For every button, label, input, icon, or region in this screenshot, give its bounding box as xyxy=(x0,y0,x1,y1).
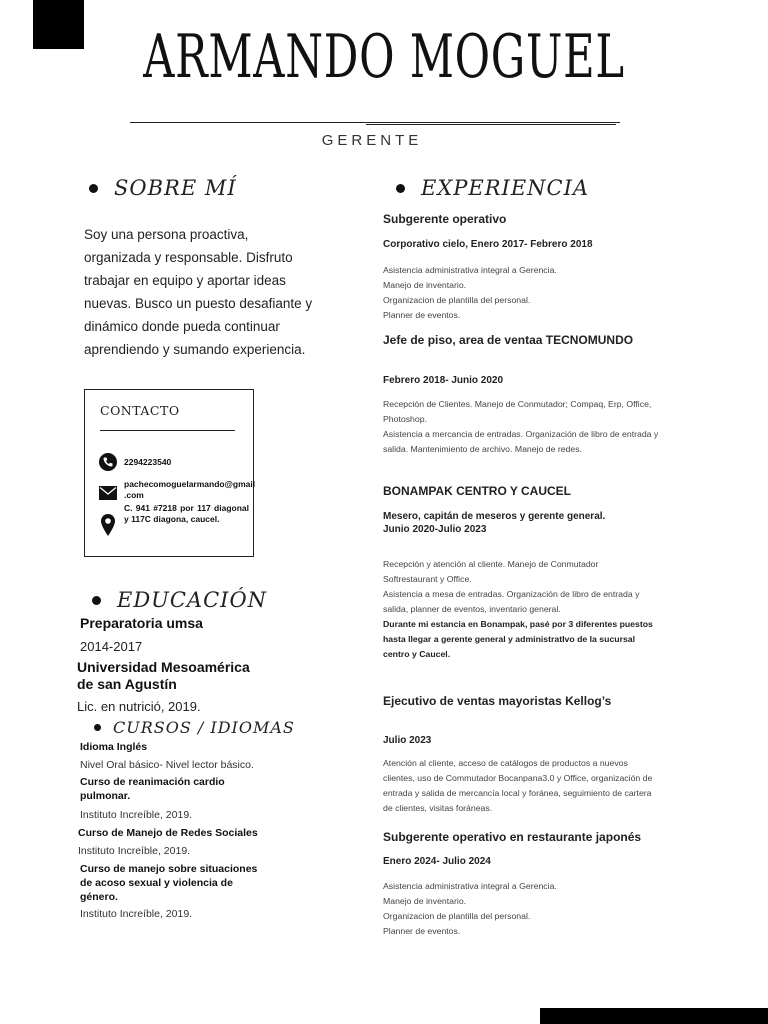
bullet-icon xyxy=(89,184,98,193)
contact-address: C. 941 #7218 por 117 diagonal y 117C diagona, caucel. xyxy=(124,503,249,524)
contact-divider xyxy=(100,430,235,431)
job-description: Recepción de Clientes. Manejo de Conmutador; Compaq, Erp, Office, Photoshop. Asistencia a mercancia de entradas. Organización de libro de entrada y salida. Mantenimiento de archivo. Manejo de redes. xyxy=(383,399,659,454)
course-item-name: Idioma Inglés xyxy=(80,741,148,753)
about-text: Soy una persona proactiva, organizada y responsable. Disfruto trabajar en equipo y aportar ideas nuevas. Busco un puesto desafiante y dinámico donde pueda continuar aprendiendo y sumando experiencia. xyxy=(84,227,313,357)
education-heading xyxy=(92,588,267,612)
bullet-icon xyxy=(92,596,101,605)
courses-title: CURSOS / IDIOMAS xyxy=(113,718,295,737)
job-date: Mesero, capitán de meseros y gerente general. Junio 2020-Julio 2023 xyxy=(383,511,606,535)
courses-heading xyxy=(94,718,295,737)
bullet-icon xyxy=(94,724,101,731)
job-description: Asistencia administrativa integral a Gerencia. Manejo de inventario. Organizacion de plantilla del personal. Planner de eventos. xyxy=(383,265,557,320)
header-divider-accent xyxy=(366,124,616,125)
job-title: Ejecutivo de ventas mayoristas Kellog’s xyxy=(383,694,612,708)
course-item-detail: Instituto Increíble, 2019. xyxy=(80,809,193,821)
job-description: Recepción y atención al cliente. Manejo de Conmutador Softrestaurant y Office. Asistencia a mesa de entradas. Organización de libro de entrada y salida, planner de eventos, inventario general. Durante mi estancia en Bonampak, pasé por 3 diferentes puestos hasta llegar a gerente general y administratIvo de la sucursal centro y Caucel. xyxy=(383,559,653,659)
school-1: Preparatoria umsa xyxy=(80,615,203,631)
mail-icon xyxy=(99,486,117,500)
course-item-name: Curso de reanimación cardio pulmonar. xyxy=(80,776,225,802)
job-description: Atención al cliente, acceso de catálogos de productos a nuevos clientes, uso de Commutador Bocanpana3.0 y Office, organización de entrada y salida de mercancía local y foránea, seguimiento de cartera de clientes, visitas foráneas. xyxy=(383,758,653,813)
contact-title: CONTACTO xyxy=(100,403,180,418)
job-title: Subgerente operativo xyxy=(383,212,507,226)
school-1-years: 2014-2017 xyxy=(80,639,143,654)
job-date: Julio 2023 xyxy=(383,735,432,746)
bullet-icon xyxy=(396,184,405,193)
job-title: Subgerente operativo en restaurante japonés xyxy=(383,830,642,844)
about-title: SOBRE MÍ xyxy=(114,176,237,200)
job-description: Asistencia administrativa integral a Gerencia. Manejo de inventario. Organizacion de plantilla del personal. Planner de eventos. xyxy=(383,881,557,936)
job-date: Febrero 2018- Junio 2020 xyxy=(383,375,504,386)
job-date: Enero 2024- Julio 2024 xyxy=(383,856,491,867)
job-title: Jefe de piso, area de ventaa TECNOMUNDO xyxy=(383,333,634,347)
phone-icon xyxy=(99,453,117,471)
education-title: EDUCACIÓN xyxy=(117,588,268,612)
school-2: Universidad Mesoamérica de san Agustín xyxy=(77,659,250,692)
header-divider xyxy=(130,122,620,123)
candidate-role: GERENTE xyxy=(321,132,423,149)
course-item-detail: Instituto Increíble, 2019. xyxy=(80,908,193,920)
experience-heading xyxy=(396,176,589,200)
experience-title: EXPERIENCIA xyxy=(421,176,590,200)
location-pin-icon xyxy=(101,514,115,536)
school-2-detail: Lic. en nutrició, 2019. xyxy=(77,699,201,714)
candidate-name: ARMANDO MOGUEL xyxy=(143,22,625,92)
course-item-detail: Instituto Increíble, 2019. xyxy=(78,845,191,857)
footer-bar xyxy=(540,1008,768,1024)
contact-phone: 2294223540 xyxy=(124,457,172,467)
corner-block xyxy=(33,0,84,49)
course-item-detail: Nivel Oral básico- Nivel lector básico. xyxy=(80,759,254,771)
course-item-name: Curso de Manejo de Redes Sociales xyxy=(78,827,258,839)
about-heading xyxy=(89,176,237,200)
job-date: Corporativo cielo, Enero 2017- Febrero 2018 xyxy=(383,239,593,250)
contact-email: pachecomoguelarmando@gmail .com xyxy=(124,479,256,500)
course-item-name: Curso de manejo sobre situaciones de acoso sexual y violencia de género. xyxy=(80,863,258,903)
job-title: BONAMPAK CENTRO Y CAUCEL xyxy=(383,484,572,498)
